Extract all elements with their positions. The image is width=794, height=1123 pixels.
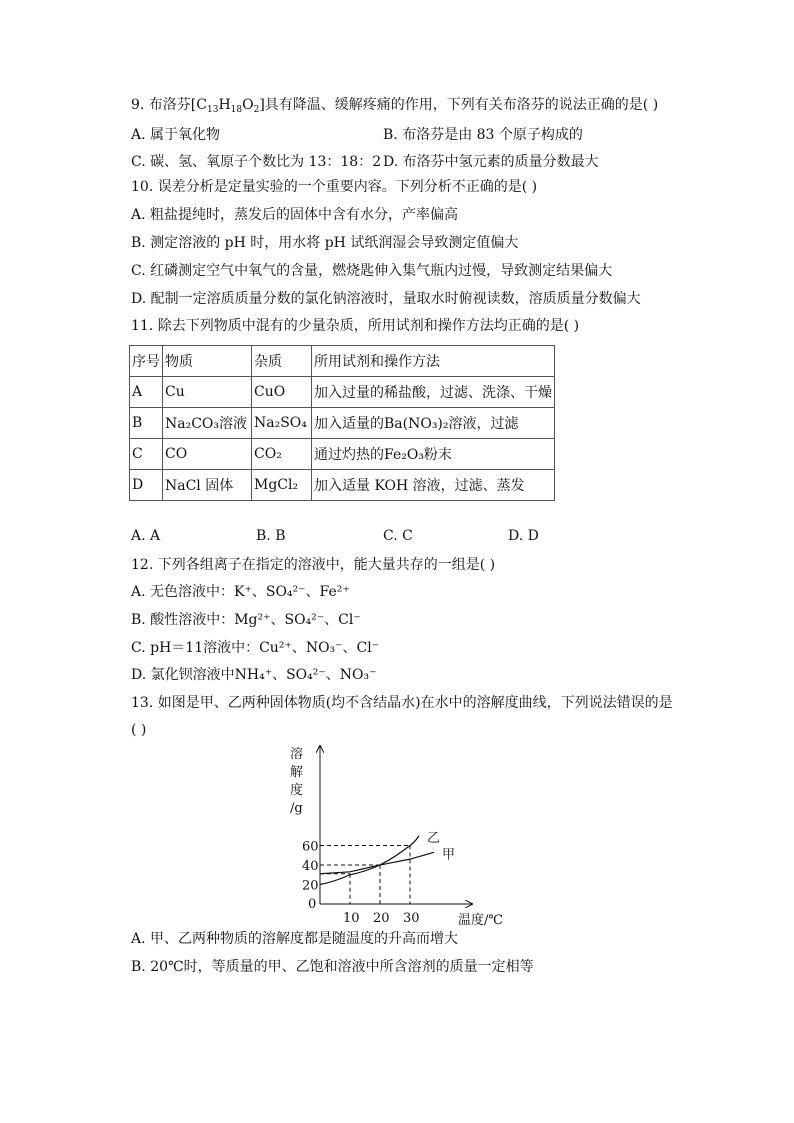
q9-option-b: B. 布洛芬是由 83 个原子构成的 (383, 127, 583, 143)
q11-option-b: B. B (256, 528, 286, 544)
table-cell: B (130, 408, 163, 439)
q11-option-d: D. D (508, 528, 539, 544)
q9-option-d: D. 布洛芬中氢元素的质量分数最大 (383, 154, 599, 170)
y-tick-label: 60 (302, 839, 319, 855)
origin-label: 0 (308, 897, 317, 912)
table-header-cell: 所用试剂和操作方法 (312, 346, 555, 377)
table-header-cell: 杂质 (252, 346, 312, 377)
x-tick-label: 10 (343, 911, 360, 926)
solubility-chart (280, 740, 520, 932)
table-cell: D (130, 470, 163, 501)
q13-option-b: B. 20℃时，等质量的甲、乙饱和溶液中所含溶剂的质量一定相等 (131, 959, 534, 975)
q12-option-a: A. 无色溶液中：K⁺、SO₄²⁻、Fe²⁺ (131, 584, 350, 600)
q11-table (129, 345, 555, 501)
x-axis-label: 温度/℃ (458, 913, 503, 928)
y-axis-label: 解 (290, 765, 304, 780)
q11-option-a: A. A (131, 528, 161, 544)
table-cell: Na₂SO₄ (252, 408, 312, 439)
x-tick-label: 30 (403, 911, 420, 926)
table-row (130, 439, 555, 470)
y-axis-label: 溶 (290, 747, 304, 762)
y-axis-label: 度 (290, 783, 304, 798)
table-cell: 通过灼热的Fe₂O₃粉末 (312, 439, 555, 470)
table-cell: 加入适量 KOH 溶液，过滤、蒸发 (312, 470, 555, 501)
q9-option-a: A. 属于氧化物 (131, 127, 221, 143)
table-cell: Cu (163, 377, 252, 408)
q12-stem: 12. 下列各组离子在指定的溶液中，能大量共存的一组是( ) (131, 557, 496, 573)
chart-labels (290, 746, 503, 928)
series-line-甲 (320, 852, 434, 873)
series-label: 甲 (442, 847, 456, 863)
q12-option-b: B. 酸性溶液中：Mg²⁺、SO₄²⁻、Cl⁻ (131, 612, 361, 628)
chart-axes (320, 746, 472, 904)
table-header-cell: 序号 (130, 346, 163, 377)
q12-option-c: C. pH＝11溶液中：Cu²⁺、NO₃⁻、Cl⁻ (131, 640, 380, 656)
table-cell: C (130, 439, 163, 470)
q10-option-b: B. 测定溶液的 pH 时，用水将 pH 试纸润湿会导致测定值偏大 (131, 235, 519, 251)
y-axis-label: /g (290, 801, 303, 816)
table-row (130, 408, 555, 439)
q12-option-d: D. 氯化钡溶液中NH₄⁺、SO₄²⁻、NO₃⁻ (131, 667, 377, 683)
chart-series (320, 836, 434, 885)
table-cell: CuO (252, 377, 312, 408)
q11-stem: 11. 除去下列物质中混有的少量杂质，所用试剂和操作方法均正确的是( ) (131, 318, 580, 334)
y-tick-label: 20 (302, 878, 319, 894)
table-row (130, 377, 555, 408)
q10-option-d: D. 配制一定溶质质量分数的氯化钠溶液时，量取水时俯视读数，溶质质量分数偏大 (131, 291, 641, 307)
table-header-cell: 物质 (163, 346, 252, 377)
y-tick-label: 40 (302, 859, 319, 874)
table-header-row (130, 346, 555, 377)
table-cell: 加入过量的稀盐酸，过滤、洗涤、干燥 (312, 377, 555, 408)
table-cell: CO₂ (252, 439, 312, 470)
q13-stem: 13. 如图是甲、乙两种固体物质(均不含结晶水)在水中的溶解度曲线，下列说法错误的是 (131, 695, 673, 711)
chart-guides (320, 846, 410, 905)
q10-stem: 10. 误差分析是定量实验的一个重要内容。下列分析不正确的是( ) (131, 179, 538, 195)
table-cell: 加入适量的Ba(NO₃)₂溶液，过滤 (312, 408, 555, 439)
q10-option-c: C. 红磷测定空气中氧气的含量，燃烧匙伸入集气瓶内过慢，导致测定结果偏大 (131, 263, 613, 279)
series-label: 乙 (427, 830, 441, 846)
table-cell: NaCl 固体 (163, 470, 252, 501)
table-cell: A (130, 377, 163, 408)
table-cell: CO (163, 439, 252, 470)
q10-option-a: A. 粗盐提纯时，蒸发后的固体中含有水分，产率偏高 (131, 207, 459, 223)
q9-stem: 9. 布洛芬$[C_{13}H_{18}O_2]$具有降温、缓解疼痛的作用，下列有关布洛芬的说法正确的是( ) (131, 97, 659, 115)
table-row (130, 470, 555, 501)
x-tick-label: 20 (373, 911, 390, 926)
q13-option-a: A. 甲、乙两种物质的溶解度都是随温度的升高而增大 (131, 931, 459, 947)
q11-option-c: C. C (383, 528, 413, 544)
q9-option-c: C. 碳、氢、氧原子个数比为 13：18：2 (131, 154, 382, 170)
q13-stem-paren: ( ) (131, 722, 147, 738)
table-cell: Na₂CO₃溶液 (163, 408, 252, 439)
table-cell: MgCl₂ (252, 470, 312, 501)
